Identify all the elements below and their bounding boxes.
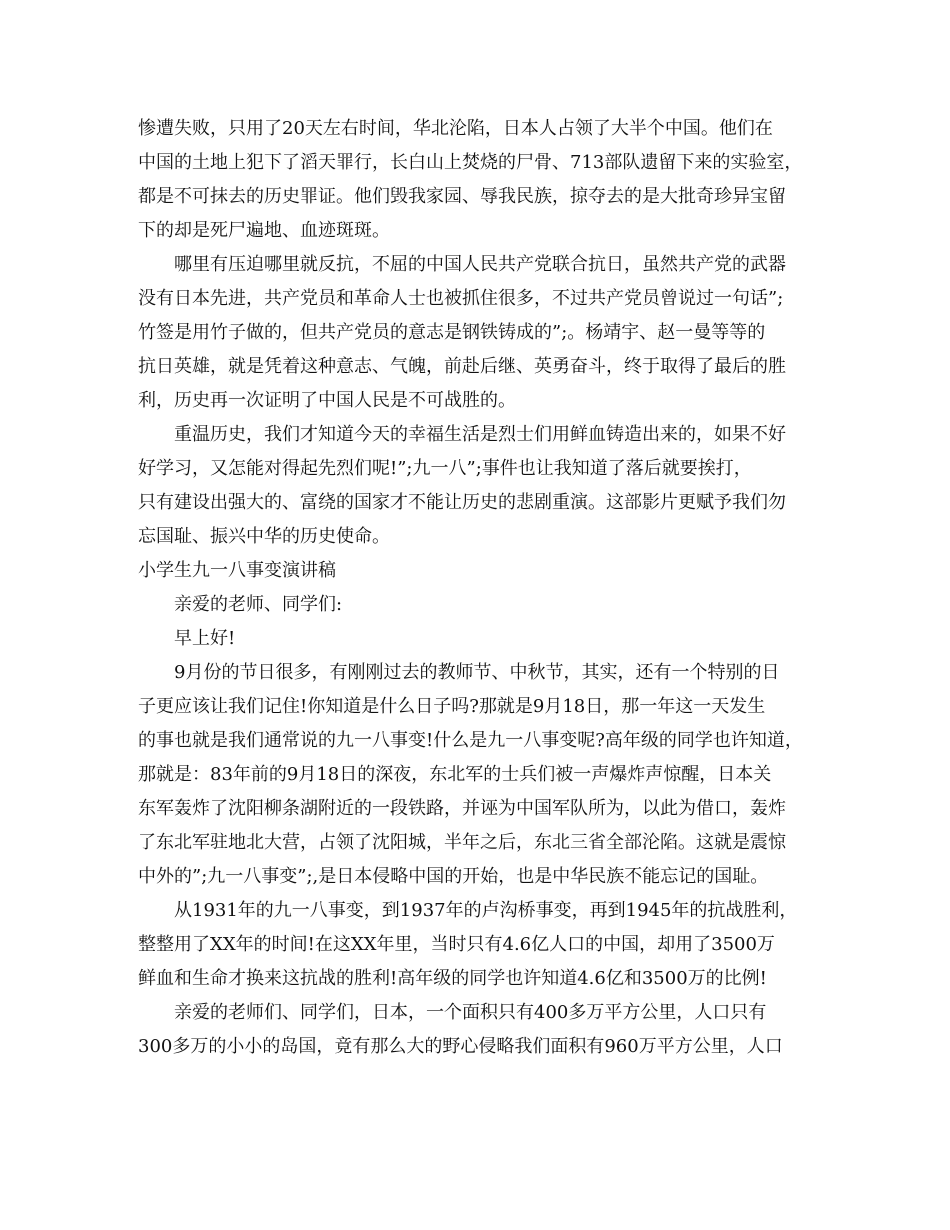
paragraph-1 (138, 112, 814, 248)
text-line: 中外的”;九一八事变”;,是日本侵略中国的开始，也是中华民族不能忘记的国耻。 (138, 866, 769, 887)
speech-paragraph-2 (138, 894, 814, 996)
speech-greeting (138, 588, 814, 622)
text-line: 重温历史，我们才知道今天的幸福生活是烈士们用鲜血铸造出来的，如果不好 (174, 424, 786, 445)
text-line: 竹签是用竹子做的，但共产党员的意志是钢铁铸成的”;。杨靖宇、赵一曼等等的 (138, 322, 766, 343)
text-line: 都是不可抹去的历史罪证。他们毁我家园、辱我民族，掠夺去的是大批奇珍异宝留 (138, 186, 786, 207)
speech-paragraph-1 (138, 656, 814, 894)
morning-line: 早上好! (174, 628, 236, 649)
text-line: 9月份的节日很多，有刚刚过去的教师节、中秋节，其实，还有一个特别的日 (174, 662, 780, 683)
text-line: 整整用了XX年的时间!在这XX年里，当时只有4.6亿人口的中国，却用了3500万 (138, 934, 775, 955)
text-line: 哪里有压迫哪里就反抗，不屈的中国人民共产党联合抗日，虽然共产党的武器 (174, 254, 786, 275)
speech-title: 小学生九一八事变演讲稿 (138, 560, 336, 581)
text-line: 300多万的小小的岛国，竟有那么大的野心侵略我们面积有960万平方公里，人口 (138, 1036, 783, 1057)
text-line: 下的却是死尸遍地、血迹斑斑。 (138, 220, 390, 241)
document-page (138, 112, 814, 1064)
text-line: 利，历史再一次证明了中国人民是不可战胜的。 (138, 390, 516, 411)
text-line: 东军轰炸了沈阳柳条湖附近的一段铁路，并诬为中国军队所为，以此为借口，轰炸 (138, 798, 786, 819)
greeting-line: 亲爱的老师、同学们: (174, 594, 343, 615)
text-line: 抗日英雄，就是凭着这种意志、气魄，前赴后继、英勇奋斗，终于取得了最后的胜 (138, 356, 786, 377)
text-line: 只有建设出强大的、富绕的国家才不能让历史的悲剧重演。这部影片更赋予我们勿 (138, 492, 786, 513)
speech-paragraph-3 (138, 996, 814, 1064)
text-line: 惨遭失败，只用了20天左右时间，华北沦陷，日本人占领了大半个中国。他们在 (138, 118, 773, 139)
paragraph-3 (138, 418, 814, 554)
text-line: 鲜血和生命才换来这抗战的胜利!高年级的同学也许知道4.6亿和3500万的比例! (138, 968, 767, 989)
text-line: 那就是：83年前的9月18日的深夜，东北军的士兵们被一声爆炸声惊醒，日本关 (138, 764, 772, 785)
text-line: 子更应该让我们记住!你知道是什么日子吗?那就是9月18日，那一年这一天发生 (138, 696, 766, 717)
text-line: 了东北军驻地北大营，占领了沈阳城，半年之后，东北三省全部沦陷。这就是震惊 (138, 832, 786, 853)
text-line: 中国的土地上犯下了滔天罪行，长白山上焚烧的尸骨、713部队遗留下来的实验室， (138, 152, 803, 173)
text-line: 从1931年的九一八事变，到1937年的卢沟桥事变，再到1945年的抗战胜利， (174, 900, 798, 921)
text-line: 好学习，又怎能对得起先烈们呢!”;九一八”;事件也让我知道了落后就要挨打， (138, 458, 752, 479)
text-line: 的事也就是我们通常说的九一八事变!什么是九一八事变呢?高年级的同学也许知道， (138, 730, 803, 751)
text-line: 亲爱的老师们、同学们，日本，一个面积只有400多万平方公里，人口只有 (174, 1002, 767, 1023)
speech-morning (138, 622, 814, 656)
paragraph-2 (138, 248, 814, 418)
text-line: 没有日本先进，共产党员和革命人士也被抓住很多，不过共产党员曾说过一句话”; (138, 288, 784, 309)
text-line: 忘国耻、振兴中华的历史使命。 (138, 526, 390, 547)
